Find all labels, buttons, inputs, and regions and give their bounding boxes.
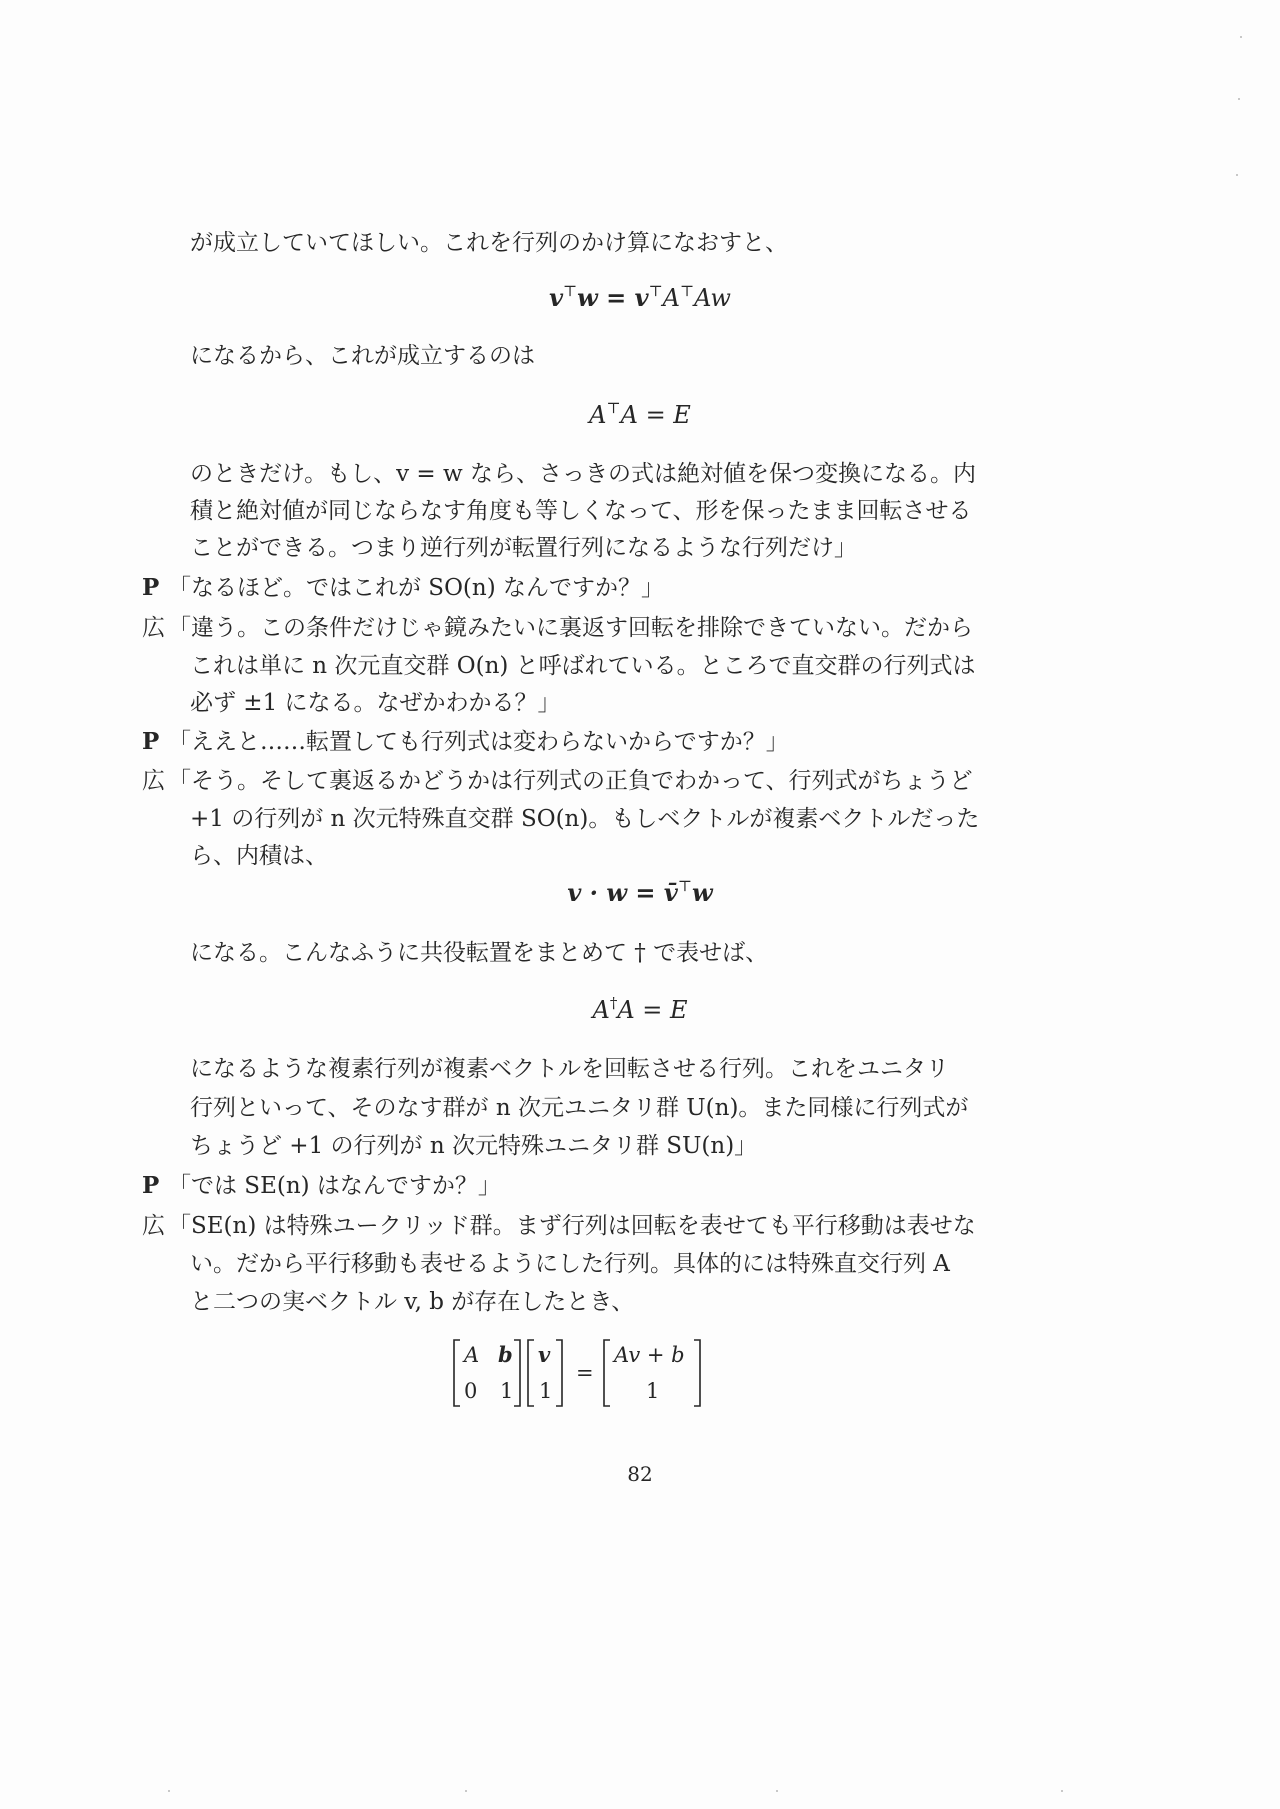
equals-sign: =	[576, 1361, 594, 1385]
result-cell-1: 1	[646, 1379, 660, 1403]
scan-speck	[1240, 36, 1242, 38]
text-line: ら、内積は、	[190, 843, 328, 869]
speaker-p: P	[142, 574, 160, 601]
scan-speck	[776, 1790, 778, 1792]
matrix-equation	[452, 1338, 812, 1408]
text-line: +1 の行列が n 次元特殊直交群 SO(n)。もしベクトルが複素ベクトルだった	[190, 806, 980, 832]
text-line: が成立していてほしい。これを行列のかけ算になおすと、	[190, 230, 788, 256]
vector-cell-v: v	[538, 1342, 551, 1367]
text-line: になる。こんなふうに共役転置をまとめて † で表せば、	[190, 940, 769, 966]
text-line: 積と絶対値が同じならなす角度も等しくなって、形を保ったまま回転させる	[190, 498, 972, 524]
text-line: これは単に n 次元直交群 O(n) と呼ばれている。ところで直交群の行列式は	[190, 653, 976, 679]
matrix-cell-a: A	[464, 1343, 480, 1367]
matrix-cell-0: 0	[464, 1379, 478, 1403]
dialogue-line-hiro: 広 「そう。そして裏返るかどうかは行列式の正負でわかって、行列式がちょうど	[142, 763, 973, 799]
speaker-p: P	[142, 728, 160, 755]
scan-speck	[1061, 1790, 1063, 1792]
scan-speck	[1238, 98, 1240, 100]
text-line: と二つの実ベクトル v, b が存在したとき、	[190, 1289, 635, 1315]
speaker-hiro: 広	[142, 1213, 165, 1239]
dialogue-line-hiro: 広 「SE(n) は特殊ユークリッド群。まず行列は回転を表せても平行移動は表せな	[142, 1208, 976, 1244]
equation-inner-product: v · w = v̄⊤w	[567, 877, 713, 907]
text-line: のときだけ。もし、v = w なら、さっきの式は絶対値を保つ変換になる。内	[190, 461, 976, 487]
equation-ata: A⊤A = E	[589, 399, 691, 429]
dialogue-line-hiro: 広 「違う。この条件だけじゃ鏡みたいに裏返す回転を排除できていない。だから	[142, 610, 973, 646]
text-line: になるような複素行列が複素ベクトルを回転させる行列。これをユニタリ	[190, 1056, 949, 1082]
text-line: ことができる。つまり逆行列が転置行列になるような行列だけ」	[190, 535, 857, 561]
scan-speck	[168, 1790, 170, 1792]
matrix-cell-b: b	[498, 1342, 513, 1367]
text-line: 必ず ±1 になる。なぜかわかる？」	[190, 690, 561, 716]
scan-speck	[465, 1790, 467, 1792]
speaker-hiro: 広	[142, 768, 165, 794]
text-line: ちょうど +1 の行列が n 次元特殊ユニタリ群 SU(n)」	[190, 1133, 758, 1159]
dialogue-line-p: P 「では SE(n) はなんですか？」	[142, 1168, 501, 1204]
text-line: になるから、これが成立するのは	[190, 343, 535, 369]
equation-unitary: A†A = E	[592, 994, 688, 1024]
vector-cell-1: 1	[539, 1379, 553, 1403]
text-line: い。だから平行移動も表せるようにした行列。具体的には特殊直交行列 A	[190, 1251, 950, 1277]
page-number: 82	[627, 1462, 653, 1486]
equation-vtw: v⊤w = v⊤A⊤Aw	[549, 282, 731, 312]
matrix-cell-1: 1	[500, 1379, 514, 1403]
speaker-hiro: 広	[142, 615, 165, 641]
speaker-p: P	[142, 1172, 160, 1199]
dialogue-line-p: P 「なるほど。ではこれが SO(n) なんですか？」	[142, 570, 664, 606]
result-cell-avb: Av + b	[614, 1343, 685, 1367]
dialogue-line-p: P 「ええと……転置しても行列式は変わらないからですか？」	[142, 724, 789, 760]
scan-speck	[1236, 174, 1238, 176]
text-line: 行列といって、そのなす群が n 次元ユニタリ群 U(n)。また同様に行列式が	[190, 1095, 969, 1121]
